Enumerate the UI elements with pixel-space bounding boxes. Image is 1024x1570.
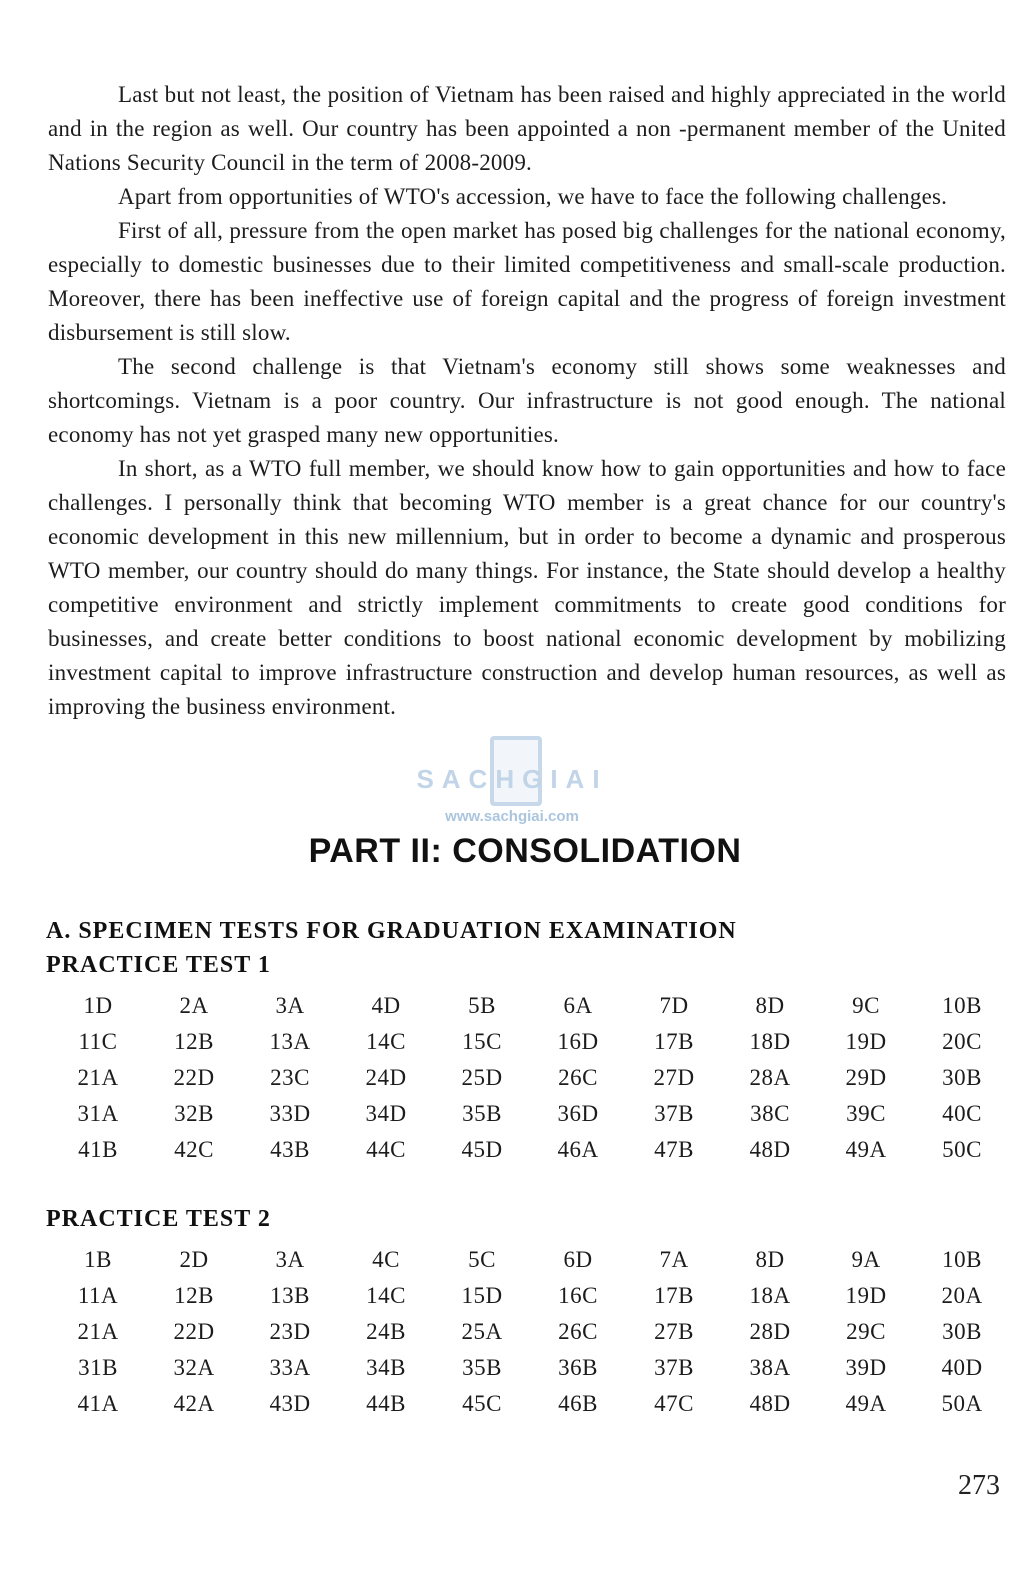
answer-cell: 40C [942,1101,982,1126]
answer-cell: 26C [558,1319,598,1344]
answer-cell: 2D [179,1247,209,1272]
answer-cell: 13A [269,1029,311,1054]
answer-cell: 23D [269,1319,311,1344]
answer-row [50,1132,1010,1168]
answer-cell: 3A [275,993,305,1018]
answer-cell: 34B [366,1355,406,1380]
answer-cell: 17B [654,1283,694,1308]
answer-cell: 14C [366,1029,406,1054]
answer-cell: 31A [77,1101,119,1126]
paragraph-3: First of all, pressure from the open market has posed big challenges for the national economy, especially to domestic businesses due to their limited competitiveness and small-scale production. Moreover, there has been ineffective use of foreign capital and the progress of foreign investment disbursement is still slow. [48,218,1006,345]
answer-cell: 5B [468,993,496,1018]
section-title: A. SPECIMEN TESTS FOR GRADUATION EXAMINATION [46,918,737,944]
answer-cell: 49A [845,1391,887,1416]
answer-cell: 17B [654,1029,694,1054]
paragraph-4: The second challenge is that Vietnam's economy still shows some weaknesses and shortcomings. Vietnam is a poor country. Our infrastructure is not good enough. The national economy has not yet grasped many new opportunities. [48,354,1006,447]
practice-test-2-title: PRACTICE TEST 2 [46,1206,271,1232]
answer-cell: 8D [755,993,785,1018]
answer-cell: 20C [942,1029,982,1054]
answer-cell: 47B [654,1137,694,1162]
answer-cell: 46A [557,1137,599,1162]
answer-cell: 14C [366,1283,406,1308]
answer-cell: 42A [173,1391,215,1416]
answer-row [50,1024,1010,1060]
answer-cell: 1D [83,993,113,1018]
answer-cell: 21A [77,1065,119,1090]
paragraph-2: Apart from opportunities of WTO's accession, we have to face the following challenges. [118,184,948,209]
answer-cell: 21A [77,1319,119,1344]
answer-cell: 15D [461,1283,503,1308]
watermark-box-icon [490,736,542,806]
answer-cell: 33A [269,1355,311,1380]
answer-cell: 40D [941,1355,983,1380]
answer-cell: 6D [563,1247,593,1272]
answer-row [50,1060,1010,1096]
answer-cell: 15C [462,1029,502,1054]
answer-cell: 7A [659,1247,689,1272]
answer-cell: 36B [558,1355,598,1380]
answer-cell: 50C [942,1137,982,1162]
answer-cell: 32B [174,1101,214,1126]
answer-cell: 42C [174,1137,214,1162]
answer-cell: 31B [78,1355,118,1380]
answer-cell: 29D [845,1065,887,1090]
answer-cell: 29C [846,1319,886,1344]
answer-cell: 30B [942,1065,982,1090]
answer-cell: 24D [365,1065,407,1090]
answer-cell: 38C [750,1101,790,1126]
answer-row [50,1278,1010,1314]
answer-cell: 43D [269,1391,311,1416]
answer-cell: 27D [653,1065,695,1090]
answer-cell: 11A [77,1283,119,1308]
answer-cell: 35B [462,1355,502,1380]
answer-cell: 22D [173,1065,215,1090]
answer-cell: 48D [749,1391,791,1416]
answer-row [50,1242,1010,1278]
answer-cell: 6A [563,993,593,1018]
answer-cell: 3A [275,1247,305,1272]
answer-cell: 44B [366,1391,406,1416]
part-title: PART II: CONSOLIDATION [308,832,742,870]
answer-cell: 46B [558,1391,598,1416]
answer-cell: 4C [372,1247,400,1272]
body-text [48,78,1006,724]
answer-cell: 34D [365,1101,407,1126]
answer-cell: 43B [270,1137,310,1162]
answer-cell: 25A [461,1319,503,1344]
answer-cell: 48D [749,1137,791,1162]
practice-test-2-answers [50,1242,1010,1422]
answer-cell: 39C [846,1101,886,1126]
answer-cell: 25D [461,1065,503,1090]
answer-cell: 12B [174,1283,214,1308]
answer-cell: 5C [468,1247,496,1272]
answer-cell: 47C [654,1391,694,1416]
answer-cell: 18A [749,1283,791,1308]
answer-cell: 49A [845,1137,887,1162]
practice-test-1-answers [50,988,1010,1168]
answer-row [50,988,1010,1024]
answer-cell: 1B [84,1247,112,1272]
page-number: 273 [958,1470,1000,1501]
answer-cell: 9A [851,1247,881,1272]
answer-cell: 9C [852,993,880,1018]
answer-cell: 16D [557,1029,599,1054]
answer-cell: 44C [366,1137,406,1162]
watermark-logo [392,736,632,816]
answer-cell: 41B [78,1137,118,1162]
answer-row [50,1096,1010,1132]
answer-cell: 50A [941,1391,983,1416]
answer-cell: 10B [942,1247,982,1272]
answer-row [50,1386,1010,1422]
paragraph-1: Last but not least, the position of Vietnam has been raised and highly appreciated in the world and in the region as well. Our country has been appointed a non -permanent member of the United Nations Security Council in the term of 2008-2009. [48,82,1006,175]
answer-cell: 30B [942,1319,982,1344]
answer-cell: 28D [749,1319,791,1344]
answer-cell: 38A [749,1355,791,1380]
paragraph-5: In short, as a WTO full member, we should know how to gain opportunities and how to face challenges. I personally think that becoming WTO member is a great chance for our country's economic development in this new millennium, but in order to become a dynamic and prosperous WTO member, our country should do many things. For instance, the State should develop a healthy competitive environment and strictly implement commitments to create good conditions for businesses, and create better conditions to boost national economic development by mobilizing investment capital to improve infrastructure construction and develop human resources, as well as improving the business environment. [48,456,1006,719]
answer-cell: 8D [755,1247,785,1272]
answer-cell: 7D [659,993,689,1018]
answer-cell: 28A [749,1065,791,1090]
answer-cell: 18D [749,1029,791,1054]
answer-cell: 22D [173,1319,215,1344]
answer-cell: 41A [77,1391,119,1416]
answer-cell: 39D [845,1355,887,1380]
answer-cell: 2A [179,993,209,1018]
answer-cell: 35B [462,1101,502,1126]
answer-cell: 27B [654,1319,694,1344]
answer-row [50,1350,1010,1386]
answer-cell: 45C [462,1391,502,1416]
answer-cell: 37B [654,1101,694,1126]
answer-cell: 16C [558,1283,598,1308]
answer-cell: 11C [78,1029,118,1054]
answer-cell: 33D [269,1101,311,1126]
answer-cell: 10B [942,993,982,1018]
answer-cell: 45D [461,1137,503,1162]
answer-cell: 20A [941,1283,983,1308]
answer-cell: 36D [557,1101,599,1126]
answer-cell: 4D [371,993,401,1018]
watermark-url: www.sachgiai.com [445,808,579,825]
watermark-brand: SACHGIAI [416,764,608,794]
answer-cell: 12B [174,1029,214,1054]
practice-test-1-title: PRACTICE TEST 1 [46,952,271,978]
answer-cell: 32A [173,1355,215,1380]
answer-cell: 26C [558,1065,598,1090]
answer-cell: 19D [845,1283,887,1308]
answer-row [50,1314,1010,1350]
answer-cell: 19D [845,1029,887,1054]
answer-cell: 23C [270,1065,310,1090]
answer-cell: 24B [366,1319,406,1344]
answer-cell: 13B [270,1283,310,1308]
answer-cell: 37B [654,1355,694,1380]
